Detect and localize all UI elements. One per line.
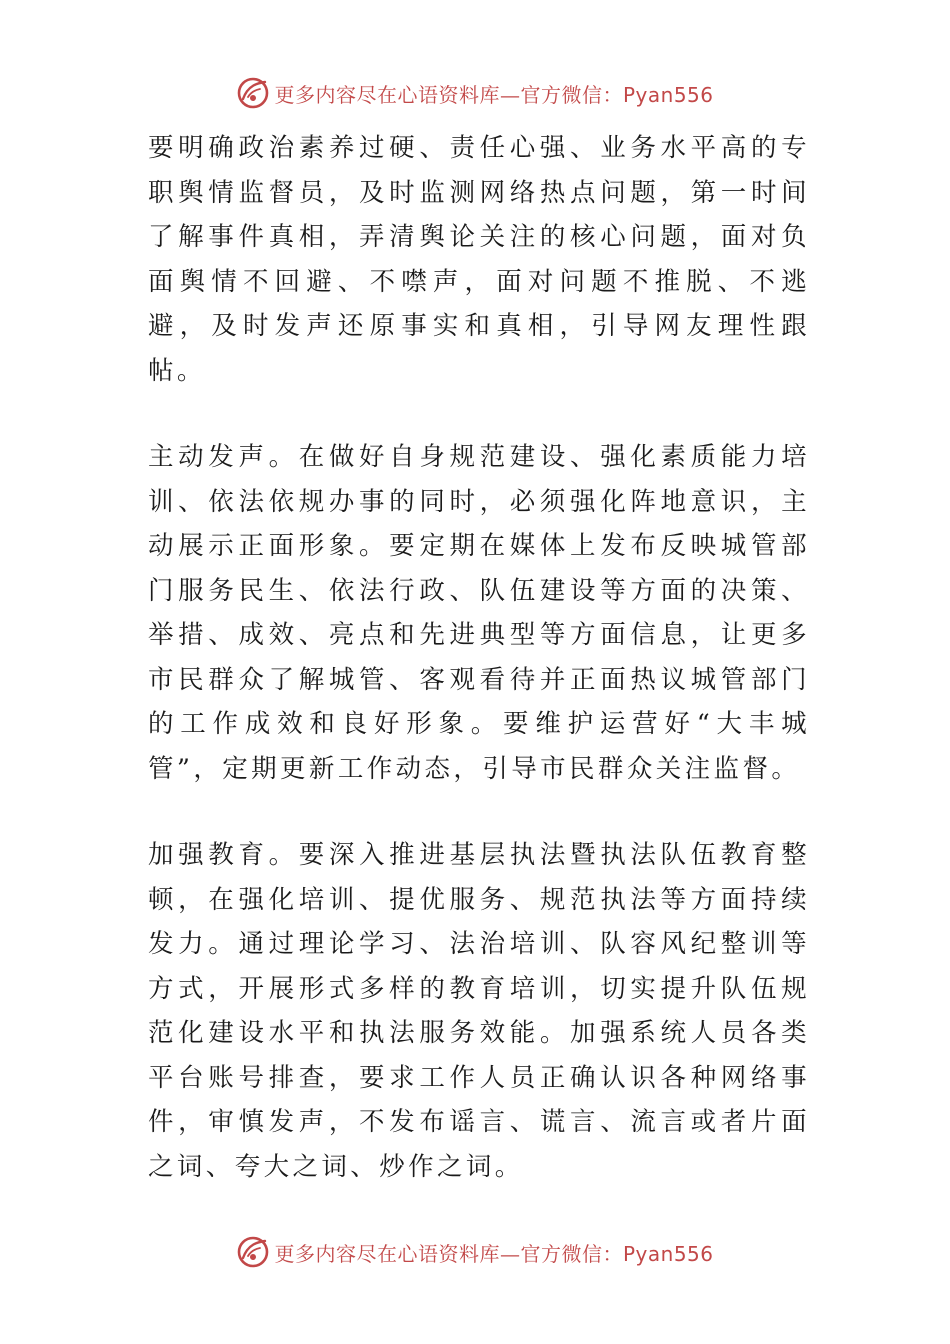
seal-logo-icon — [236, 76, 270, 110]
header-wechat-id: Pyan556 — [622, 82, 714, 107]
footer-banner-text: 更多内容尽在心语资料库—官方微信：Pyan556 — [274, 1241, 714, 1266]
seal-logo-icon — [236, 1235, 270, 1269]
footer-wechat-id: Pyan556 — [622, 1241, 714, 1266]
document-body — [148, 126, 810, 1189]
paragraph-supervision: 要明确政治素养过硬、责任心强、业务水平高的专职舆情监督员，及时监测网络热点问题，第一时间了解事件真相，弄清舆论关注的核心问题，面对负面舆情不回避、不噤声，面对问题不推脱、不逃避，及时发声还原事实和真相，引导网友理性跟帖。 — [148, 133, 810, 386]
footer-banner — [236, 1235, 713, 1269]
paragraph-proactive-voice: 主动发声。在做好自身规范建设、强化素质能力培训、依法依规办事的同时，必须强化阵地意识，主动展示正面形象。要定期在媒体上发布反映城管部门服务民生、依法行政、队伍建设等方面的决策、举措、成效、亮点和先进典型等方面信息，让更多市民群众了解城管、客观看待并正面热议城管部门的工作成效和良好形象。要维护运营好“大丰城管”，定期更新工作动态，引导市民群众关注监督。 — [148, 442, 810, 784]
header-banner — [236, 76, 713, 110]
page-header — [0, 73, 950, 113]
paragraph-education: 加强教育。要深入推进基层执法暨执法队伍教育整顿，在强化培训、提优服务、规范执法等方面持续发力。通过理论学习、法治培训、队容风纪整训等方式，开展形式多样的教育培训，切实提升队伍规范化建设水平和执法服务效能。加强系统人员各类平台账号排查，要求工作人员正确认识各种网络事件，审慎发声，不发布谣言、谎言、流言或者片面之词、夸大之词、炒作之词。 — [148, 840, 810, 1182]
page-footer — [0, 1232, 950, 1272]
header-banner-text: 更多内容尽在心语资料库—官方微信：Pyan556 — [274, 82, 714, 107]
